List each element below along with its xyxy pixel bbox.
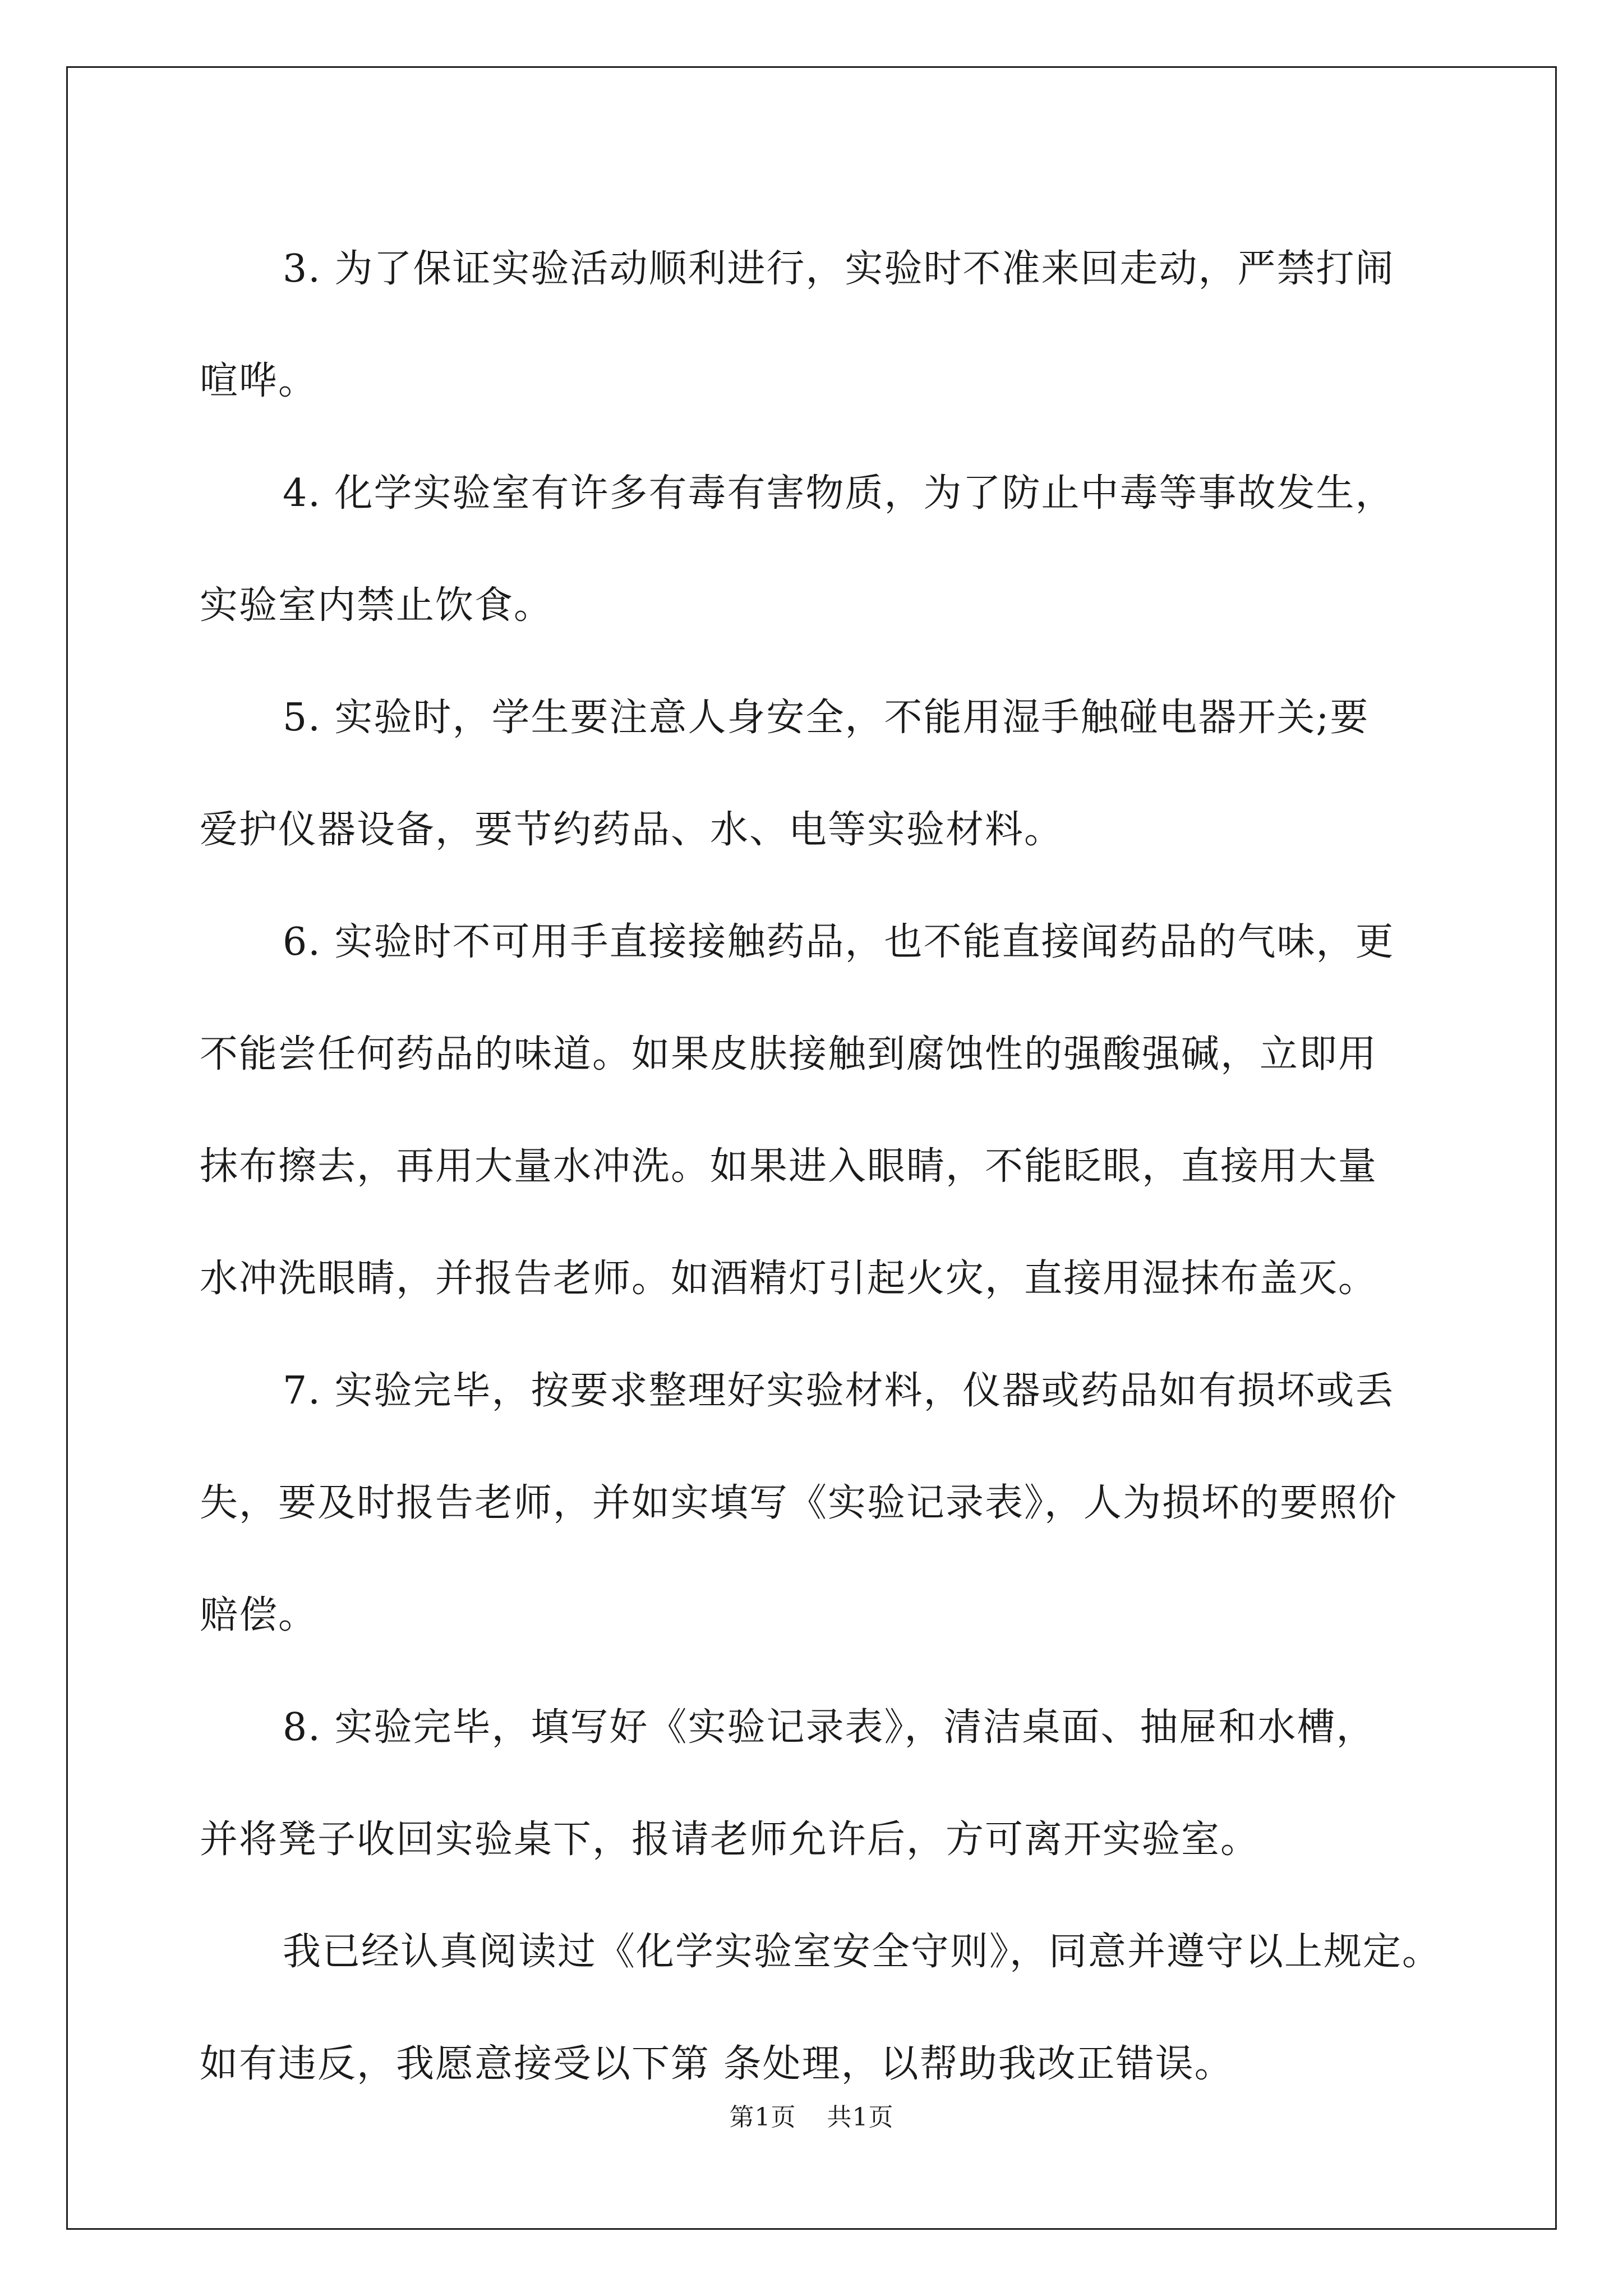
paragraph-line: 5. 实验时，学生要注意人身安全，不能用湿手触碰电器开关;要 (283, 696, 1370, 740)
paragraph-line: 3. 为了保证实验活动顺利进行，实验时不准来回走动，严禁打闹 (283, 247, 1395, 291)
paragraph-rule-7 (200, 1335, 1433, 1672)
paragraph-rule-5 (200, 662, 1433, 886)
paragraph-line: 爱护仪器设备，要节约药品、水、电等实验材料。 (200, 808, 1064, 852)
paragraph-line: 水冲洗眼睛，并报告老师。如酒精灯引起火灾，直接用湿抹布盖灭。 (200, 1257, 1378, 1301)
paragraph-line: 我已经认真阅读过《化学实验室安全守则》，同意并遵守以上规定。 (283, 1930, 1442, 1974)
paragraph-rule-4 (200, 438, 1433, 662)
paragraph-line: 不能尝任何药品的味道。如果皮肤接触到腐蚀性的强酸强碱，立即用 (200, 1032, 1378, 1076)
paragraph-pledge (200, 1896, 1442, 2120)
paragraph-line: 失，要及时报告老师，并如实填写《实验记录表》，人为损坏的要照价 (200, 1481, 1398, 1525)
paragraph-rule-6 (200, 886, 1433, 1335)
paragraph-line: 喧哗。 (200, 359, 318, 403)
paragraph-line: 并将凳子收回实验桌下，报请老师允许后，方可离开实验室。 (200, 1818, 1260, 1862)
paragraph-line: 如有违反，我愿意接受以下第 条处理，以帮助我改正错误。 (200, 2042, 1234, 2086)
document-body (200, 213, 1442, 2120)
page-total: 共1页 (827, 2103, 894, 2132)
paragraph-line: 6. 实验时不可用手直接接触药品，也不能直接闻药品的气味，更 (283, 920, 1395, 964)
paragraph-rule-3 (200, 213, 1433, 438)
paragraph-rule-8 (200, 1672, 1433, 1896)
paragraph-line: 4. 化学实验室有许多有毒有害物质，为了防止中毒等事故发生， (283, 471, 1395, 516)
paragraph-line: 8. 实验完毕，填写好《实验记录表》，清洁桌面、抽屉和水槽， (283, 1705, 1376, 1750)
paragraph-line: 抹布擦去，再用大量水冲洗。如果进入眼睛，不能眨眼，直接用大量 (200, 1144, 1378, 1189)
paragraph-line: 赔偿。 (200, 1593, 318, 1637)
paragraph-line: 实验室内禁止饮食。 (200, 583, 554, 628)
paragraph-line: 7. 实验完毕，按要求整理好实验材料，仪器或药品如有损坏或丢 (283, 1369, 1395, 1413)
page-number: 第1页 (729, 2103, 796, 2132)
page-footer (0, 2097, 1623, 2133)
